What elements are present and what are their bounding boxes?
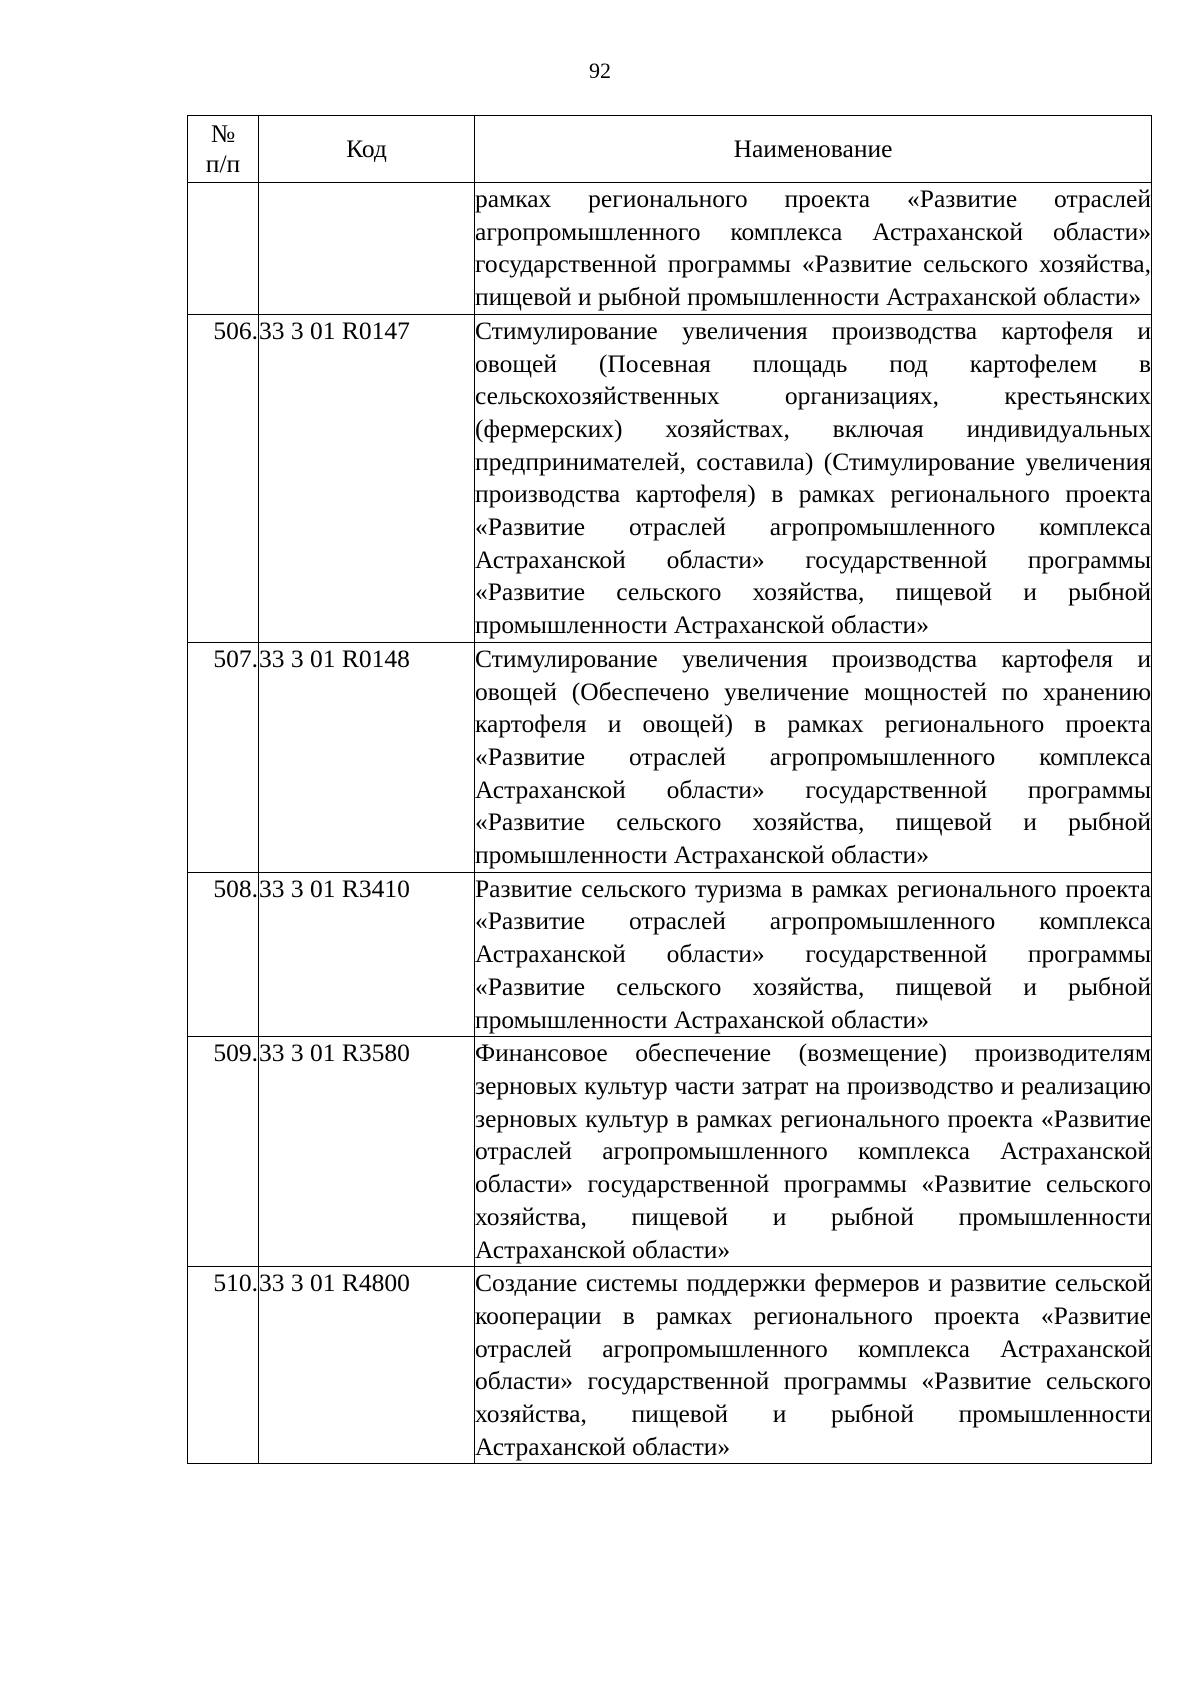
column-header-code: Код: [259, 116, 475, 183]
table-row: [188, 1267, 1152, 1464]
row-name: Стимулирование увеличения производства картофеля и овощей (Обеспечено увеличение мощностей по хранению картофеля и овощей) в рамках регионального проекта «Развитие отраслей агропромышленного комплекса Астраханской области» государственной программы «Развитие сельского хозяйства, пищевой и рыбной промышленности Астраханской области»: [475, 642, 1152, 872]
row-code: 33 3 01 R3580: [259, 1037, 475, 1267]
table-row: [188, 872, 1152, 1037]
row-name: Финансовое обеспечение (возмещение) производителям зерновых культур части затрат на производство и реализацию зерновых культур в рамках регионального проекта «Развитие отраслей агропромышленного комплекса Астраханской области» государственной программы «Развитие сельского хозяйства, пищевой и рыбной промышленности Астраханской области»: [475, 1037, 1152, 1267]
row-name: рамках регионального проекта «Развитие отраслей агропромышленного комплекса Астраханской области» государственной программы «Развитие сельского хозяйства, пищевой и рыбной промышленности Астраханской области»: [475, 183, 1152, 315]
row-number: 508.: [188, 872, 259, 1037]
table-row: [188, 1037, 1152, 1267]
row-name: Развитие сельского туризма в рамках регионального проекта «Развитие отраслей агропромышленного комплекса Астраханской области» государственной программы «Развитие сельского хозяйства, пищевой и рыбной промышленности Астраханской области»: [475, 872, 1152, 1037]
column-header-number-line1: №: [210, 119, 236, 148]
header-row: [188, 116, 1152, 183]
row-number: 509.: [188, 1037, 259, 1267]
table-row: [188, 183, 1152, 315]
row-code: 33 3 01 R4800: [259, 1267, 475, 1464]
column-header-number-line2: п/п: [205, 149, 241, 178]
budget-codes-table: [187, 115, 1152, 1464]
row-code: 33 3 01 R0147: [259, 314, 475, 642]
row-number: 507.: [188, 642, 259, 872]
row-code: [259, 183, 475, 315]
row-number: 510.: [188, 1267, 259, 1464]
column-header-name: Наименование: [475, 116, 1152, 183]
table-row: [188, 642, 1152, 872]
page-number: 92: [589, 58, 611, 83]
row-name: Стимулирование увеличения производства картофеля и овощей (Посевная площадь под картофелем в сельскохозяйственных организациях, крестьянских (фермерских) хозяйствах, включая индивидуальных предпринимателей, составила) (Стимулирование увеличения производства картофеля) в рамках регионального проекта «Развитие отраслей агропромышленного комплекса Астраханской области» государственной программы «Развитие сельского хозяйства, пищевой и рыбной промышленности Астраханской области»: [475, 314, 1152, 642]
column-header-number: [188, 116, 259, 183]
table-header: [188, 116, 1152, 183]
table-row: [188, 314, 1152, 642]
row-code: 33 3 01 R0148: [259, 642, 475, 872]
row-name: Создание системы поддержки фермеров и развитие сельской кооперации в рамках регионального проекта «Развитие отраслей агропромышленного комплекса Астраханской области» государственной программы «Развитие сельского хозяйства, пищевой и рыбной промышленности Астраханской области»: [475, 1267, 1152, 1464]
row-number: 506.: [188, 314, 259, 642]
row-code: 33 3 01 R3410: [259, 872, 475, 1037]
row-number: [188, 183, 259, 315]
table-body: [188, 183, 1152, 1464]
